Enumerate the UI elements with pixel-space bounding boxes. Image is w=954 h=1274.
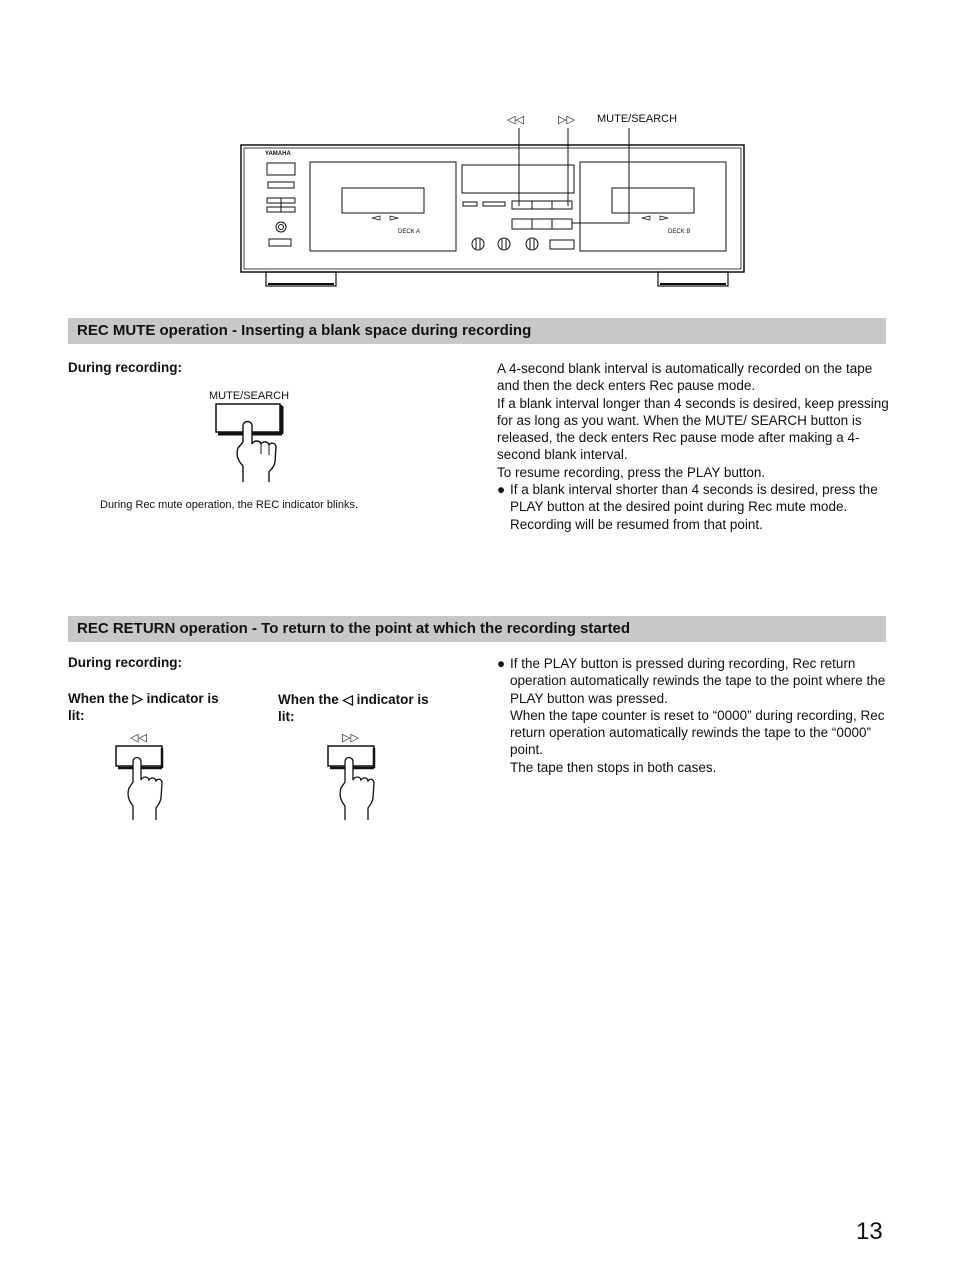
rec-mute-bullet (497, 481, 889, 533)
deck-b-label: DECK B (668, 229, 691, 235)
page-number: 13 (856, 1218, 883, 1245)
rec-mute-para-2: If a blank interval longer than 4 seconds is desired, keep pressing for as long as you want. When the MUTE/ SEARCH button is released, the deck enters Rec pause mode after making a 4-second blank interval. (497, 395, 889, 463)
reverse-indicator-label: When the ◁ indicator is lit: (278, 692, 429, 724)
fast-forward-button-label: ▷▷ (342, 732, 359, 744)
mute-search-button-label: MUTE/SEARCH (209, 390, 290, 402)
rec-mute-para-1: A 4-second blank interval is automatically recorded on the tape and then the deck enters Rec pause mode. (497, 361, 873, 394)
rec-mute-description (497, 360, 889, 533)
rec-mute-heading: REC MUTE operation - Inserting a blank space during recording (68, 318, 886, 344)
deck-a-label: DECK A (398, 229, 421, 235)
rewind-press-illustration (112, 744, 168, 822)
bullet-icon: ● (497, 482, 506, 498)
brand-logo: YAMAHA (265, 151, 291, 157)
bullet-icon: ● (497, 656, 506, 671)
rec-mute-para-3: To resume recording, press the PLAY button. (497, 464, 766, 480)
mute-search-label: MUTE/SEARCH (597, 113, 678, 125)
fast-forward-label: ▷▷ (558, 114, 575, 126)
rec-return-bullet (497, 655, 889, 776)
rec-return-heading: REC RETURN operation - To return to the point at which the recording started (68, 616, 886, 642)
rec-mute-caption: During Rec mute operation, the REC indicator blinks. (100, 499, 359, 511)
rec-return-bullet-text: If the PLAY button is pressed during recording, Rec return operation automatically rewinds the tape to the point where the PLAY button was pressed. (510, 656, 886, 706)
cassette-deck-illustration (230, 125, 750, 295)
rewind-label: ◁◁ (507, 114, 524, 126)
rec-mute-during-label: During recording: (68, 360, 182, 375)
rec-return-line-2: When the tape counter is reset to “0000” during recording, Rec return operation automatically rewinds the tape to the “0000” point. (510, 707, 885, 758)
rec-mute-bullet-text: If a blank interval shorter than 4 seconds is desired, press the PLAY button at the desired point during Rec mute mode. Recording will be resumed from that point. (510, 482, 878, 532)
rec-return-line-3: The tape then stops in both cases. (510, 759, 717, 775)
forward-indicator-label: When the ▷ indicator is lit: (68, 691, 219, 723)
rec-return-description (497, 655, 889, 776)
rec-return-during-label: During recording: (68, 655, 182, 670)
mute-search-press-illustration (212, 402, 288, 484)
rewind-button-label: ◁◁ (130, 732, 147, 744)
fast-forward-press-illustration (324, 744, 380, 822)
